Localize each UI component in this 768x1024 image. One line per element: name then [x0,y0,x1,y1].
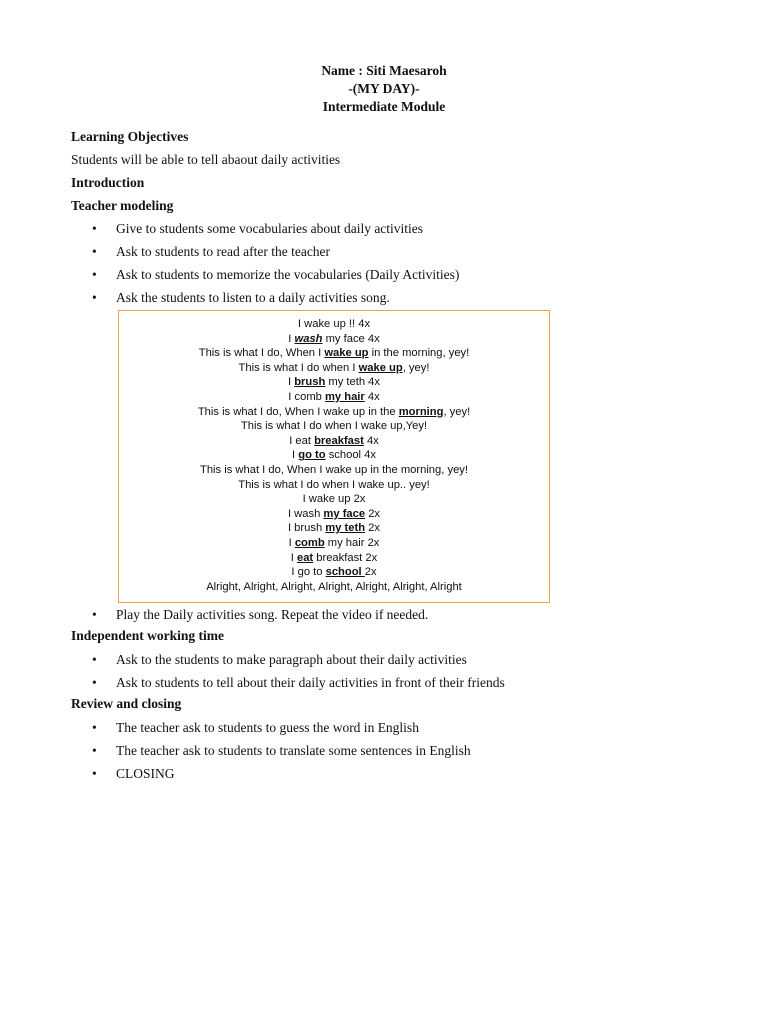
document-title: -(MY DAY)- [348,81,420,96]
song-line: This is what I do, When I wake up in the morning, yey! [199,463,468,476]
independent-working-heading: Independent working time [71,628,225,643]
list-item: • Ask to the students to make paragraph about their daily activities [92,652,467,667]
song-line: I wake up 2x [302,493,366,506]
bullet-icon: • [92,675,97,690]
document-header [0,62,768,116]
list-item: • Ask to students to read after the teacher [92,244,331,259]
bullet-icon: • [92,720,97,735]
song-lyrics-box [118,310,550,603]
song-line: I eat breakfast 4x [289,434,379,447]
list-item: • CLOSING [92,766,175,781]
song-line: I comb my hair 4x [288,390,380,403]
song-line: This is what I do when I wake up,Yey! [240,420,428,433]
song-line: I brush my teth 4x [287,376,380,389]
song-line: I wake up !! 4x [297,318,371,330]
song-lyrics [119,317,549,594]
song-line: This is what I do when I wake up.. yey! [238,478,430,491]
bullet-icon: • [92,743,97,758]
list-item: • The teacher ask to students to guess the word in English [92,720,419,735]
bullet-icon: • [92,290,97,305]
list-item: • Ask to students to memorize the vocabularies (Daily Activities) [92,267,460,282]
song-line: I go to school 2x [291,566,377,579]
list-item: • The teacher ask to students to translate some sentences in English [92,743,471,758]
bullet-icon: • [92,607,97,622]
list-item: • Ask to students to tell about their daily activities in front of their friends [92,675,505,690]
song-line: I wash my face 4x [288,332,380,345]
bullet-icon: • [92,652,97,667]
song-line: Alright, Alright, Alright, Alright, Alright, Alright, Alright [206,580,462,593]
author-name: Name : Siti Maesaroh [321,63,447,78]
song-line: This is what I do when I wake up, yey! [238,361,430,374]
introduction-heading: Introduction [71,175,145,190]
teacher-modeling-list [92,220,459,312]
song-line: This is what I do, When I wake up in the morning, yey! [198,347,470,360]
review-closing-heading: Review and closing [71,696,182,711]
bullet-icon: • [92,244,97,259]
independent-working-list [92,651,505,697]
review-closing-list [92,719,471,788]
list-item: • Give to students some vocabularies about daily activities [92,221,424,236]
list-item: • Ask the students to listen to a daily activities song. [92,290,390,305]
song-line: I eat breakfast 2x [290,551,378,564]
teacher-modeling-heading: Teacher modeling [71,198,174,213]
module-level: Intermediate Module [322,99,446,114]
song-line: I comb my hair 2x [288,536,380,549]
learning-objectives-text: Students will be able to tell abaout daily activities [71,152,341,167]
song-line: This is what I do, When I wake up in the morning, yey! [197,405,471,418]
bullet-icon: • [92,221,97,236]
song-line: I brush my teth 2x [287,522,381,535]
play-song-list [92,606,428,629]
song-line: I wash my face 2x [287,507,381,520]
learning-objectives-heading: Learning Objectives [71,129,189,144]
bullet-icon: • [92,267,97,282]
list-item: • Play the Daily activities song. Repeat the video if needed. [92,607,429,622]
song-line: I go to school 4x [292,449,376,462]
bullet-icon: • [92,766,97,781]
